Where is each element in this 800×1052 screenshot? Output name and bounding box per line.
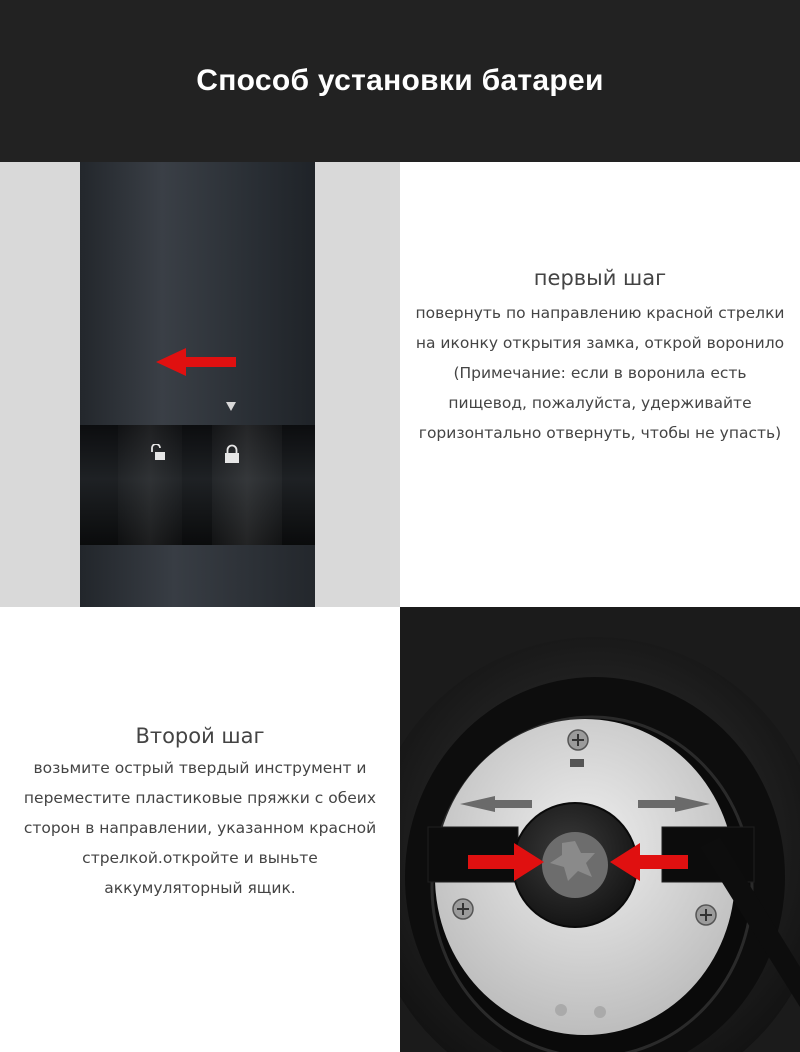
step2-line: стрелкой.откройте и выньте <box>82 849 318 867</box>
ring-highlight <box>118 425 182 545</box>
screw-icon <box>453 899 473 919</box>
step2-line: аккумуляторный ящик. <box>104 879 296 897</box>
page-header <box>0 0 800 162</box>
step2-description <box>0 607 400 1052</box>
step1-title: первый шаг <box>533 266 667 290</box>
step2-line: возьмите острый твердый инструмент и <box>33 759 367 777</box>
grinder-base <box>80 545 315 607</box>
step1-line: горизонтально отвернуть, чтобы не упасть) <box>418 424 782 442</box>
grinder-bottom-illustration <box>400 607 800 1052</box>
ring-highlight <box>212 425 282 545</box>
step1-image <box>0 162 400 607</box>
lock-icon <box>224 444 240 464</box>
screw-icon <box>568 730 588 750</box>
step2-title: Второй шаг <box>135 724 265 748</box>
step1-line: повернуть по направлению красной стрелки <box>415 304 785 322</box>
step2-line: переместите пластиковые пряжки с обеих <box>23 789 377 807</box>
screw-icon <box>696 905 716 925</box>
step2-line: сторон в направлении, указанном красной <box>23 819 377 837</box>
triangle-marker-icon <box>226 402 236 411</box>
step2-image <box>400 607 800 1052</box>
page-title: Способ установки батареи <box>196 64 604 97</box>
step1-line: (Примечание: если в воронила есть <box>453 364 747 382</box>
step1-line: на иконку открытия замка, открой воронило <box>415 334 785 352</box>
step1-description <box>400 162 800 607</box>
step1-line: пищевод, пожалуйста, удерживайте <box>448 394 752 412</box>
red-arrow-icon <box>156 347 238 377</box>
unlock-icon <box>149 444 167 462</box>
